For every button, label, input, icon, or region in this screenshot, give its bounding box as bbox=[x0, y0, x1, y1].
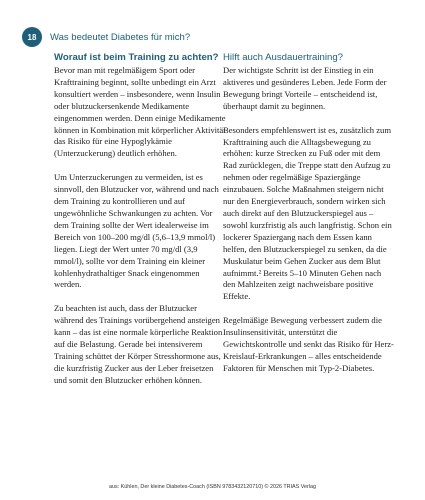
right-paragraph-3: Regelmäßige Bewegung verbessert zudem die Insulinsensitivität, unterstützt die Gewichtskontrolle und senkt das Risiko für Herz-Kreislauf-Erkrankungen – alles entscheidende Faktoren für Menschen mit Typ-2-Diabetes. bbox=[223, 315, 394, 373]
right-column bbox=[223, 52, 395, 387]
page-header bbox=[22, 25, 190, 49]
right-section-heading: Hilft auch Ausdauertraining? bbox=[223, 52, 343, 63]
right-paragraph-1: Der wichtigste Schritt ist der Einstieg in ein aktiveres und gesünderes Leben. Jede Form der Bewegung bringt Vorteile – entscheidend ist, überhaupt damit zu beginnen. bbox=[223, 65, 387, 111]
left-paragraph-2: Um Unterzuckerungen zu vermeiden, ist es sinnvoll, den Blutzucker vor, während und nach dem Training zu kontrollieren und auf ungewöhnliche Schwankungen zu achten. Vor dem Training sollte der Wert idealerweise im Bereich von 100–200 mg/dl (5,6–13,9 mmol/l) liegen. Liegt der Wert unter 70 mg/dl (3,9 mmol/l), sollte vor dem Training ein kleiner kohlenhydrathaltiger Snack eingenommen werden. bbox=[54, 172, 219, 290]
right-paragraph-2: Besonders empfehlenswert ist es, zusätzlich zum Krafttraining auch die Alltagsbewegung zu erhöhen: kurze Strecken zu Fuß oder mit dem Rad zurücklegen, die Treppe statt den Aufzug zu nehmen oder regelmäßige Spaziergänge einzubauen. Solche Maßnahmen steigern nicht nur den Energieverbrauch, sondern wirken sich auch direkt auf den Blutzuckerspiegel aus – sowohl kurzfristig als auch langfristig. Schon ein lockerer Spaziergang nach dem Essen kann helfen, den Blutzuckerspiegel zu senken, da die Muskulatur beim Gehen Zucker aus dem Blut aufnimmt.² Bereits 5–10 Minuten Gehen nach den Mahlzeiten zeigt nachweisbare positive Effekte. bbox=[223, 124, 392, 302]
running-title: Was bedeutet Diabetes für mich? bbox=[50, 31, 191, 43]
left-column bbox=[54, 52, 226, 399]
source-footer: aus: Kühlen, Der kleine Diabetes-Coach (ISBN 9783432120710) © 2026 TRIAS Verlag bbox=[108, 484, 317, 490]
left-paragraph-1: Bevor man mit regelmäßigem Sport oder Krafttraining beginnt, sollte unbedingt ein Arzt konsultiert werden – insbesondere, wenn Insulin oder blutzuckersenkende Medikamente eingenommen werden. Denn einige Medikamente können in Kombination mit körperlicher Aktivität das Risiko für eine Hypoglykämie (Unterzuckerung) deutlich erhöhen. bbox=[54, 65, 226, 159]
page-number-badge: 18 bbox=[22, 27, 42, 47]
left-paragraph-3: Zu beachten ist auch, dass der Blutzucker während des Trainings vorübergehend ansteigen kann – das ist eine normale körperliche Reaktion auf die Belastung. Gerade bei intensiverem Training schüttet der Körper Stresshormone aus, die kurzfristig Zucker aus der Leber freisetzen und somit den Blutzucker erhöhen können. bbox=[54, 303, 223, 385]
left-section-heading: Worauf ist beim Training zu achten? bbox=[54, 52, 219, 63]
